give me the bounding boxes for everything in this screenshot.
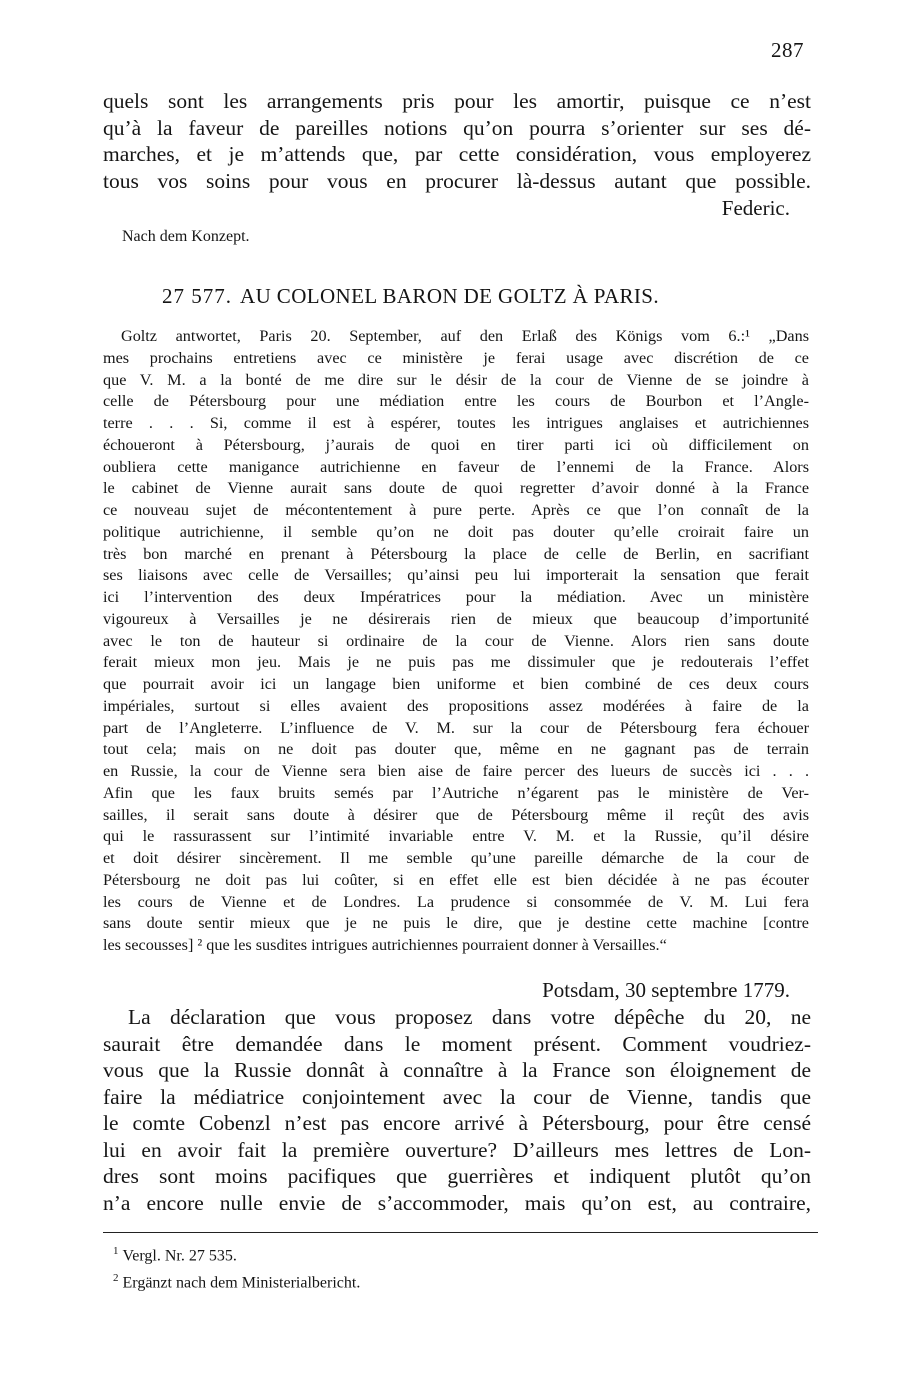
summary-line: en Russie, la cour de Vienne sera bien aise de faire percer des lueurs de succès ici . . .	[103, 762, 809, 780]
reply-line: lui en avoir fait la première ouverture? D’ailleurs mes lettres de Lon-	[103, 1137, 811, 1162]
footnote-2	[113, 1267, 360, 1294]
summary-line: sans doute sentir mieux que je ne puis le dire, que je destine cette machine [contre	[103, 914, 809, 933]
summary-line: terre . . . Si, comme il est à espérer, toutes les intrigues anglaises et autrichiennes	[103, 414, 809, 432]
footnotes	[113, 1240, 360, 1295]
continuation-paragraph	[103, 88, 811, 194]
summary-line: que V. M. a la bonté de me dire sur le désir de la cour de Vienne de se joindre à	[103, 370, 809, 389]
footnote-text: Vergl. Nr. 27 535.	[122, 1247, 237, 1265]
summary-line: très bon marché en prenant à Pétersbourg la place de celle de Berlin, en sacrifiant	[103, 544, 809, 563]
reply-paragraph	[103, 1004, 811, 1216]
summary-line: part de l’Angleterre. L’influence de V. M. sur la cour de Pétersbourg fera échouer	[103, 718, 809, 737]
dateline: Potsdam, 30 septembre 1779.	[542, 978, 790, 1002]
summary-line: sailles, il serait sans doute à désirer que de Pétersbourg même il reçût des avis	[103, 805, 809, 824]
text-line: quels sont les arrangements pris pour les amortir, puisque ce n’est	[103, 89, 811, 113]
reply-line: vous que la Russie donnât à connaître à la France son éloignement de	[103, 1058, 811, 1082]
summary-line: et doit désirer sincèrement. Il me semble qu’une pareille démarche de la cour de	[103, 849, 809, 867]
footnote-marker: 2	[113, 1272, 119, 1285]
summary-line: échoueront à Pétersbourg, j’aurais de quoi en tirer parti ici où difficilement on	[103, 435, 809, 454]
summary-line: le cabinet de Vienne aurait sans doute de quoi regretter d’avoir donné à la France	[103, 479, 809, 498]
summary-line: ses liaisons avec celle de Versailles; qu’ainsi peu lui importerait la sensation que ferait	[103, 566, 809, 585]
document-title: AU COLONEL BARON DE GOLTZ À PARIS.	[240, 284, 660, 308]
page-number: 287	[771, 38, 804, 62]
footnote-divider	[103, 1232, 818, 1233]
document-heading	[162, 284, 659, 309]
summary-line: vigoureux à Versailles je ne désirerais rien de mieux que beaucoup d’importunité	[103, 609, 809, 628]
summary-line: tout cela; mais on ne doit pas douter que, même en ne gagnant pas de terrain	[103, 740, 809, 759]
summary-line: les cours de Vienne et de Londres. La prudence si consommée de V. M. Lui fera	[103, 892, 809, 911]
summary-line: Afin que les faux bruits semés par l’Autriche n’égarent pas le ministère de Ver-	[103, 783, 809, 802]
document-number: 27 577.	[162, 284, 232, 308]
footnote-marker: 1	[113, 1245, 119, 1257]
summary-line: qui le rassurassent sur l’intimité invariable entre V. M. et la Russie, qu’il désire	[103, 827, 809, 846]
summary-line: Goltz antwortet, Paris 20. September, auf den Erlaß des Königs vom 6.:¹ „Dans	[121, 327, 809, 345]
summary-line: celle de Pétersbourg pour une médiation entre les cours de Bourbon et l’Angle-	[103, 392, 809, 411]
reply-line: saurait être demandée dans le moment présent. Comment voudriez-	[103, 1031, 811, 1056]
summary-line: oubliera cette manigance autrichienne en faveur de l’ennemi de la France. Alors	[103, 457, 809, 476]
footnote-text: Ergänzt nach dem Ministerialbericht.	[122, 1274, 361, 1292]
summary-line: ici l’intervention des deux Impératrices pour la médiation. Avec un ministère	[103, 588, 809, 606]
reply-line: La déclaration que vous proposez dans votre dépêche du 20, ne	[128, 1005, 811, 1029]
summary-line: mes prochains entretiens avec ce ministère je ferai usage avec discrétion de ce	[103, 348, 809, 367]
summary-paragraph	[103, 326, 809, 957]
reply-line: dres sont moins pacifiques que guerrières et indiquent plutôt qu’on	[103, 1164, 811, 1188]
summary-line: ferait mieux mon jeu. Mais je ne puis pas me dissimuler que je redouterais l’effet	[103, 653, 809, 672]
summary-line: ce nouveau sujet de mécontentement à pure perte. Après ce que l’on connaît de la	[103, 501, 809, 519]
summary-line: les secousses] ² que les susdites intrigues autrichiennes pourraient donner à Versailles.“	[103, 936, 667, 954]
summary-line: que pourrait avoir ici un langage bien uniforme et bien combiné de ces deux cours	[103, 675, 809, 693]
summary-line: politique autrichienne, il semble qu’on ne doit pas douter qu’elle croirait faire un	[103, 522, 809, 541]
text-line: marches, et je m’attends que, par cette considération, vous employerez	[103, 142, 811, 166]
summary-line: impériales, surtout si elles avaient des propositions assez modérées à faire de la	[103, 696, 809, 715]
summary-line: avec le ton de hauteur si ordinaire de la cour de Vienne. Alors rien sans doute	[103, 631, 809, 650]
footnote-1	[113, 1240, 360, 1267]
summary-line: Pétersbourg ne doit pas lui coûter, si en effet elle est bien décidée à ne pas écouter	[103, 870, 809, 889]
text-line: tous vos soins pour vous en procurer là-dessus autant que possible.	[103, 168, 811, 193]
reply-line: le comte Cobenzl n’est pas encore arrivé à Pétersbourg, pour être censé	[103, 1111, 811, 1135]
reply-line: faire la médiatrice conjointement avec la cour de Vienne, tandis que	[103, 1084, 811, 1109]
source-note: Nach dem Konzept.	[122, 228, 250, 245]
reply-line: n’a encore nulle envie de s’accommoder, mais qu’on est, au contraire,	[103, 1190, 811, 1215]
text-line: qu’à la faveur de pareilles notions qu’on pourra s’orienter sur ses dé-	[103, 115, 811, 140]
signature: Federic.	[721, 196, 790, 220]
